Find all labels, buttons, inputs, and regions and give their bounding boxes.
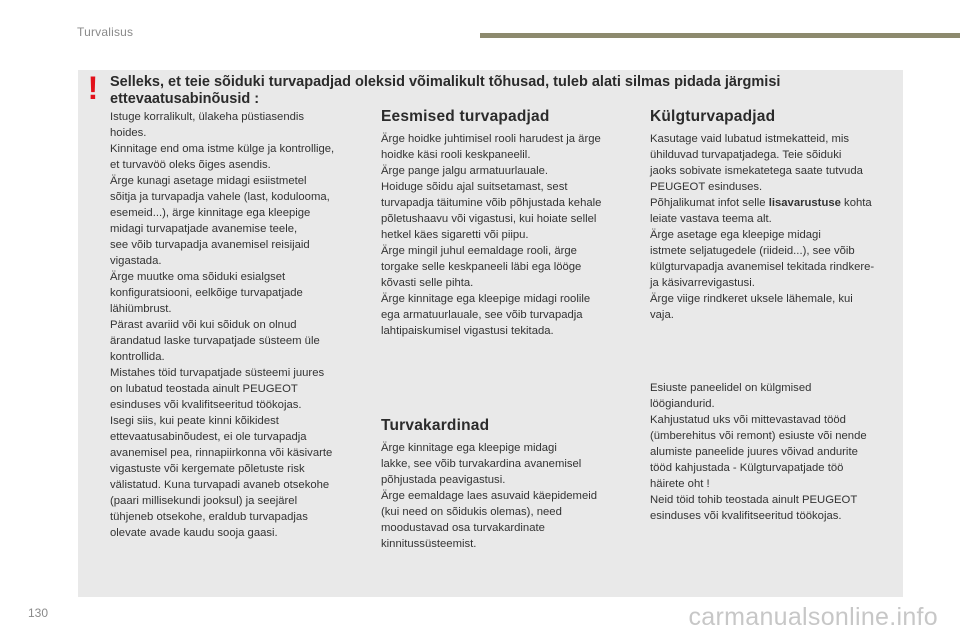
curtain-airbags-text: Ärge kinnitage ega kleepige midagi lakke, see võib turvakardina avanemisel põhjustada peavigastusi. Ärge eemaldage laes asuvaid käepidemeid (kui need on sõidukis olemas), need moodustavad osa turvakardinate kinnitussüsteemist. xyxy=(381,442,598,550)
side-airbags-text-b: kohta leiate vastava teema alt. Ärge asetage ega kleepige midagi istmete seljatugedele (riideid...), see võib külgturvapadja avanemisel tekitada rindkere- ja käsivarrevigastusi. Ärge viige rindkeret uksele lähemale, kui vaja. xyxy=(650,197,875,321)
page-number: 130 xyxy=(28,606,49,620)
left-column-text: Istuge korralikult, ülakeha püstiasendis hoides. Kinnitage end oma istme külge ja kontrollige, et turvavöö oleks õiges asendis. Ärge kunagi asetage midagi esiistmetel sõitja ja turvapadja vahele (last, koduloomа, esemeid...), ärge kinnitage ega kleepige midagi turvapatjade avanemise teele, see võib turvapadja avanemisel reisijaid vigastada. Ärge muutke oma sõiduki esialgset konfiguratsiooni, eelkõige turvapatjade lähiümbrust. Pärast avariid või kui sõiduk on olnud ärandatud laske turvapatjade süsteem üle kontrollida. Mistahes töid turvapatjade süsteemi juures on lubatud teostada ainult PEUGEOT esinduses või kvalifitseeritud töökojas. Isegi siis, kui peate kinni kõikidest ettevaatusabinõudest, ei ole turvapadja avanemisel pea, rinnapiirkonna või käsivarte vigastuste või kergemate põletuste risk välistatud. Kuna turvapadi avaneb otsekohe (paari millisekundi jooksul) ja seejärel tühjeneb otsekohe, eraldub turvapadjas olevate avade kaudu sooja gaasi. xyxy=(110,111,335,539)
accessories-link-text: lisavarustuse xyxy=(768,197,841,209)
curtain-airbags-heading: Turvakardinad xyxy=(381,417,490,434)
header-rule xyxy=(480,33,960,38)
side-airbags-text xyxy=(650,131,902,323)
front-airbags-heading: Eesmised turvapadjad xyxy=(381,108,550,125)
watermark: carmanualsonline.info xyxy=(688,603,938,631)
side-sensors-text: Esiuste paneelidel on külgmised löögiandurid. Kahjustatud uks või mittevastavad tööd (ümberehitus või remont) esiuste või nende alumiste paneelide juures võivad andurite tööd kahjustada - Külgturvapatjade töö häirete oht ! Neid töid tohib teostada ainult PEUGEOT esinduses või kvalifitseeritud töökojas. xyxy=(650,382,867,522)
side-airbags-heading: Külgturvapadjad xyxy=(650,108,776,125)
front-airbags-text: Ärge hoidke juhtimisel rooli harudest ja ärge hoidke käsi rooli keskpaneelil. Ärge pange jalgu armatuurlauale. Hoiduge sõidu ajal suitsetamast, sest turvapadja täitumine võib põhjustada kehale põletushaavu või vigastusi, kui hoiate sellel hetkel käes sigaretti või piipu. Ärge mingil juhul eemaldage rooli, ärge torgake selle keskpaneeli läbi ega lööge kõvasti selle pihta. Ärge kinnitage ega kleepige midagi roolile ega armatuurlauale, see võib turvapadja lahtipaiskumisel vigastusi tekitada. xyxy=(381,133,602,337)
exclamation-icon: ! xyxy=(87,70,99,106)
warning-banner: Selleks, et teie sõiduki turvapadjad oleksid võimalikult tõhusad, tuleb alati silmas pidada järgmisi ettevaatusabinõusid : xyxy=(110,74,781,107)
side-airbags-text-a: Kasutage vaid lubatud istmekatteid, mis ühilduvad turvapatjadega. Teie sõiduki jaoks sobivate ismekatetega saate tutvuda PEUGEOT esinduses. Põhjalikumat infot selle xyxy=(650,133,863,209)
section-title: Turvalisus xyxy=(77,25,134,39)
left-column xyxy=(110,109,360,541)
